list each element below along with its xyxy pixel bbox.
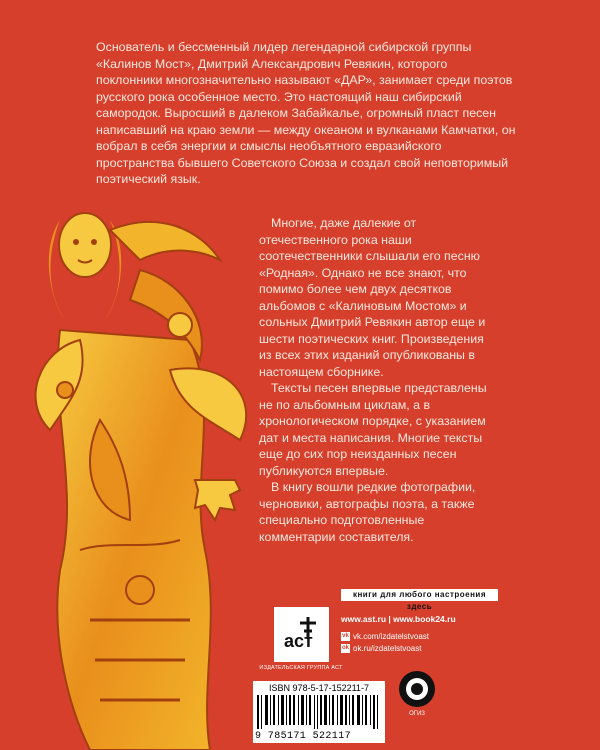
description-paragraph-2: Многие, даже далекие от отечественного рока наши соотечественники слышали его песню «Родная». Однако не все знают, что помимо более чем двух десятков альбомов с «Калиновым Мостом» и сольных Дмитрий Ревякин автор еще и шести поэтических книг. Произведения из всех этих изданий опубликованы в настоящем сборнике. bbox=[259, 216, 486, 379]
ok-link-text[interactable]: ok.ru/izdatelstvoast bbox=[353, 644, 422, 653]
description-paragraph-3: Тексты песен впервые представлены не по альбомным циклам, а в хронологическом порядке, с указанием дат и места написания. Многие тексты еще до сих пор неизданных песен публикуются впервые. bbox=[259, 381, 487, 478]
publisher-websites[interactable]: www.ast.ru | www.book24.ru bbox=[341, 614, 456, 624]
ast-logo-icon bbox=[274, 607, 329, 662]
vk-icon: vk bbox=[342, 633, 349, 639]
ok-link[interactable] bbox=[341, 644, 421, 653]
isbn-number: ISBN 978-5-17-152211-7 bbox=[269, 683, 369, 693]
description-paragraph-1: Основатель и бессменный лидер легендарной сибирской группы «Калинов Мост», Дмитрий Александрович Ревякин, которого поклонники многозначительно называют «ДАР», занимает среди поэтов русского рока особенное место. Это настоящий наш сибирский самородок. Выросший в далеком Забайкалье, огромный пласт песен написавший на краю земли — между океаном и вулканами Камчатки, он вобрал в себя энергии и смыслы необъятного евразийского пространства бывшего Советского Союза и создал свой неповторимый поэтический язык. bbox=[96, 40, 516, 186]
description-block bbox=[259, 215, 489, 545]
ogiz-label: ОГИЗ bbox=[409, 711, 425, 717]
publisher-tagline: книги для любого настроения здесь bbox=[341, 589, 498, 601]
svg-text:аст: аст bbox=[284, 631, 313, 651]
carved-wood-illustration bbox=[20, 190, 285, 750]
ok-icon: ok bbox=[341, 645, 349, 651]
ogiz-logo-icon bbox=[397, 669, 437, 709]
publisher-logo bbox=[274, 607, 329, 662]
vk-link-text[interactable]: vk.com/izdatelstvoast bbox=[353, 632, 430, 641]
publisher-group-label: ИЗДАТЕЛЬСКАЯ ГРУППА АСТ bbox=[259, 665, 343, 671]
description-paragraph-4: В книгу вошли редкие фотографии, черновики, автографы поэта, а также специально подготовленные комментарии составителя. bbox=[259, 480, 476, 544]
barcode-digits: 9 785171 522117 bbox=[255, 731, 352, 742]
barcode bbox=[253, 681, 385, 743]
vk-link[interactable] bbox=[341, 632, 429, 641]
barcode-bars-icon bbox=[257, 695, 381, 729]
